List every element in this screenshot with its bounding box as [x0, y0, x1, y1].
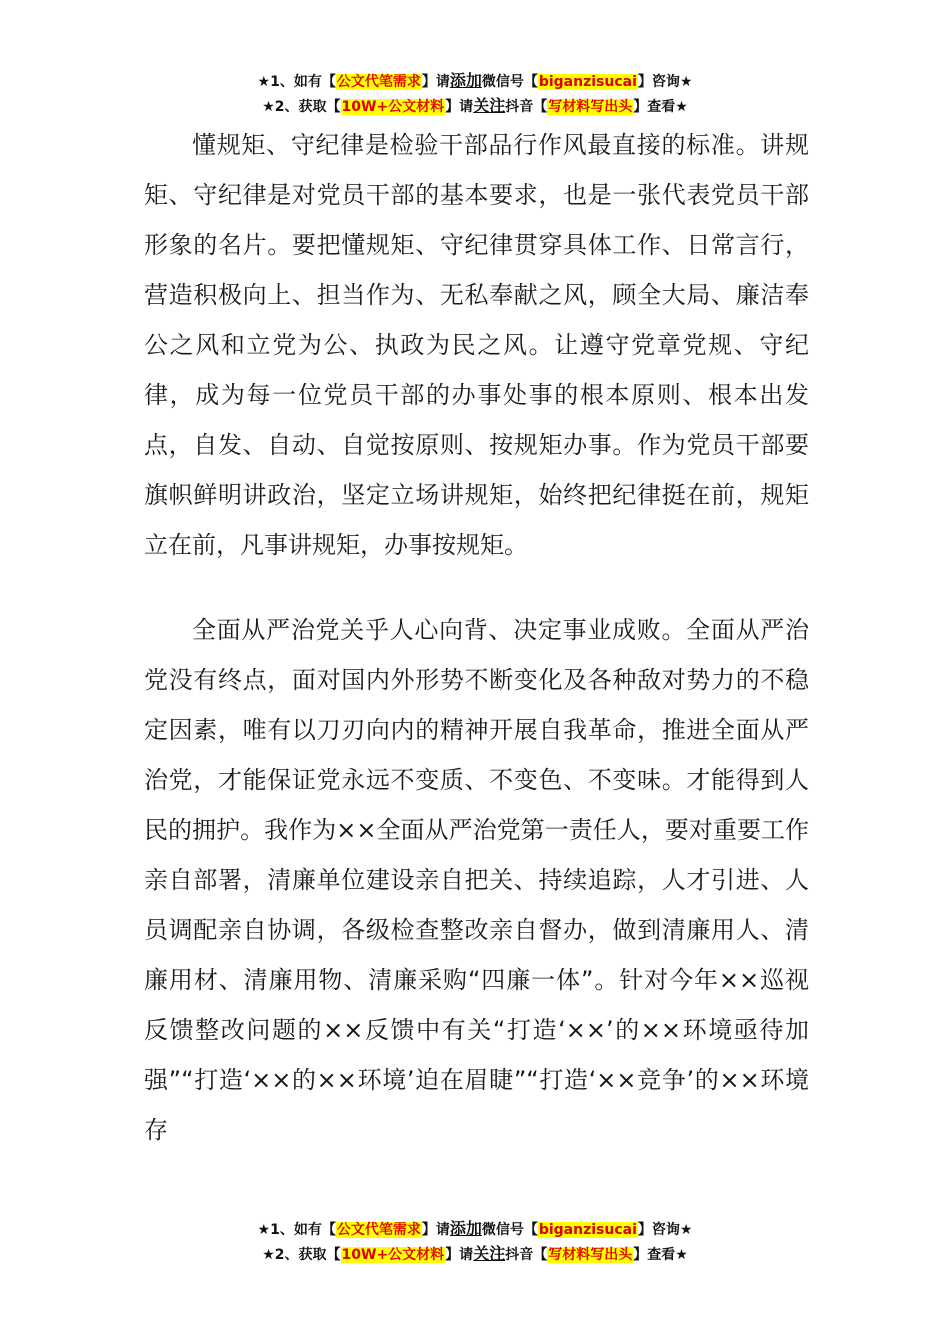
add-emphasis: 添加 — [449, 1219, 482, 1238]
banner-line-2: ★2、获取【10W+公文材料】请关注抖音【写材料写出头】查看★ — [262, 96, 688, 115]
footer-banner — [0, 1217, 950, 1267]
highlight-materials: 10W+公文材料 — [341, 99, 445, 115]
follow-emphasis: 关注 — [473, 96, 506, 115]
header-banner — [0, 69, 950, 119]
footer-line-2: ★2、获取【10W+公文材料】请关注抖音【写材料写出头】查看★ — [262, 1244, 688, 1263]
add-emphasis: 添加 — [449, 71, 482, 90]
banner-line-1: ★1、如有【公文代笔需求】请添加微信号【biganzisucai】咨询★ — [257, 71, 693, 90]
follow-emphasis: 关注 — [473, 1244, 506, 1263]
paragraph-party-governance: 全面从严治党关乎人心向背、决定事业成败。全面从严治党没有终点，面对国内外形势不断变化及各种敌对势力的不稳定因素，唯有以刀刃向内的精神开展自我革命，推进全面从严治党，才能保证党永远不变质、不变色、不变味。才能得到人民的拥护。我作为××全面从严治党第一责任人，要对重要工作亲自部署，清廉单位建设亲自把关、持续追踪，人才引进、人员调配亲自协调，各级检查整改亲自督办，做到清廉用人、清廉用材、清廉用物、清廉采购“四廉一体”。针对今年××巡视反馈整改问题的××反馈中有关“打造‘××’的××环境亟待加强”“打造‘××的××环境’迫在眉睫”“打造‘××竞争’的××环境存 — [144, 616, 809, 1144]
highlight-ghostwriting: 公文代笔需求 — [336, 74, 421, 90]
highlight-ghostwriting: 公文代笔需求 — [336, 1222, 421, 1238]
footer-line-1: ★1、如有【公文代笔需求】请添加微信号【biganzisucai】咨询★ — [257, 1219, 693, 1238]
highlight-douyin-account: 写材料写出头 — [548, 99, 633, 115]
highlight-wechat-id: biganzisucai — [538, 74, 637, 90]
paragraph-discipline: 懂规矩、守纪律是检验干部品行作风最直接的标准。讲规矩、守纪律是对党员干部的基本要求，也是一张代表党员干部形象的名片。要把懂规矩、守纪律贯穿具体工作、日常言行，营造积极向上、担当作为、无私奉献之风，顾全大局、廉洁奉公之风和立党为公、执政为民之风。让遵守党章党规、守纪律，成为每一位党员干部的办事处事的根本原则、根本出发点，自发、自动、自觉按原则、按规矩办事。作为党员干部要旗帜鲜明讲政治，坚定立场讲规矩，始终把纪律挺在前，规矩立在前，凡事讲规矩，办事按规矩。 — [144, 131, 809, 559]
highlight-wechat-id: biganzisucai — [538, 1222, 637, 1238]
document-body — [144, 120, 809, 1155]
highlight-materials: 10W+公文材料 — [341, 1247, 445, 1263]
highlight-douyin-account: 写材料写出头 — [548, 1247, 633, 1263]
